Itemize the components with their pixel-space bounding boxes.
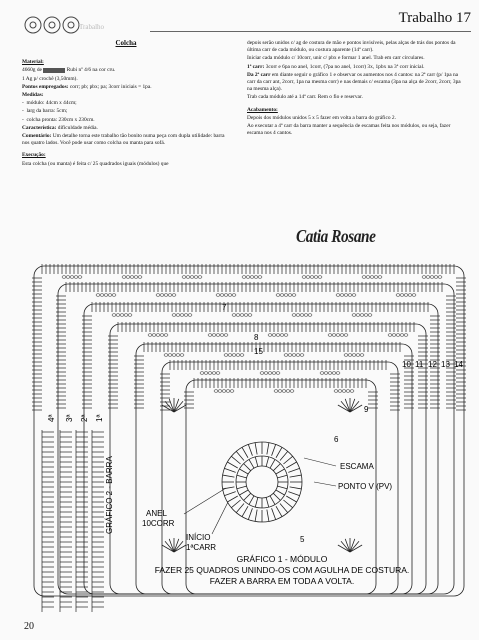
- material-line-2: 1 Ag p/ crochê (3,50mm).: [22, 75, 78, 82]
- module-round-outline: [34, 266, 464, 596]
- stitch-mark: [242, 447, 248, 457]
- chain-stitch: [186, 276, 190, 279]
- chain-stitch: [264, 372, 268, 375]
- stitch-mark: [283, 456, 292, 464]
- pontos-text: corr; pb; pbx; pa; 3corr iniciais = 1pa.: [69, 83, 152, 90]
- material-line-1: [22, 67, 230, 74]
- comentario-text: Um detalhe torna este trabalho tão bonito numa peça com dupla utilidade: barra nos quatro lados. Você pode usar como colcha ou manta para sofá.: [22, 133, 225, 147]
- chain-stitch: [226, 390, 230, 393]
- chain-stitch: [214, 390, 218, 393]
- chain-stitch: [204, 372, 208, 375]
- chain-stitch: [74, 276, 78, 279]
- chain-stitch: [366, 276, 370, 279]
- stitch-mark: [290, 475, 302, 477]
- chain-stitch: [284, 294, 288, 297]
- chain-stitch: [412, 294, 416, 297]
- stitch-mark: [249, 496, 254, 505]
- stitch-mark: [266, 457, 269, 467]
- stitch-mark: [290, 487, 302, 489]
- inner-row-label: 6: [334, 435, 339, 444]
- chain-stitch: [168, 354, 172, 357]
- chain-stitch: [228, 294, 232, 297]
- logo-text: Trabalho: [79, 23, 105, 31]
- chain-stitch: [336, 334, 340, 337]
- chain-stitch: [224, 294, 228, 297]
- execucao-text: Esta colcha (ou manta) é feita c/ 25 quadrados iguais (módulos) que: [22, 160, 169, 167]
- stitch-mark: [248, 444, 252, 455]
- stitch-mark: [227, 496, 237, 502]
- chain-stitch: [100, 294, 104, 297]
- chain-stitch: [164, 294, 168, 297]
- chain-stitch: [324, 372, 328, 375]
- chain-stitch: [364, 314, 368, 317]
- escama-stitch: [341, 541, 350, 552]
- stitch-mark: [244, 464, 251, 471]
- inner-row-label: 9: [364, 405, 369, 414]
- header-divider: [150, 31, 471, 32]
- chain-stitch: [392, 334, 396, 337]
- inicio-label: INÍCIO: [186, 533, 211, 542]
- medidas-item: - colcha pronta: 230cm x 230cm.: [22, 116, 95, 123]
- stitch-mark: [237, 475, 247, 478]
- carr-2-text: em diante seguir o gráfico 1 e observar os aumentos nos 4 cantos: na 2ª carr (p/ 1pa na carr da carr ant, 2corr, 1pa na mesma corr) e nas demais c/ escama (3pa na alça de 2corr, 2corr, 3pa na mesma alça).: [247, 71, 461, 93]
- chain-stitch: [182, 276, 186, 279]
- chain-stitch: [320, 372, 324, 375]
- chain-stitch: [356, 314, 360, 317]
- row-number-label: 13: [441, 360, 450, 369]
- caracteristica-text: dificuldade média.: [57, 124, 98, 131]
- chain-stitch: [274, 390, 278, 393]
- chain-stitch: [112, 294, 116, 297]
- stitch-mark: [231, 456, 240, 464]
- chain-stitch: [176, 314, 180, 317]
- stitch-mark: [223, 475, 235, 477]
- chain-stitch: [66, 276, 70, 279]
- material-qty: 4660g de: [22, 67, 42, 74]
- caracteristica-line: [22, 125, 230, 132]
- stitch-mark: [223, 487, 235, 489]
- chain-stitch: [198, 276, 202, 279]
- stitch-mark: [267, 443, 269, 455]
- chain-stitch: [426, 276, 430, 279]
- designer-signature: Catia Rosane: [296, 226, 376, 246]
- stitch-mark: [288, 492, 299, 496]
- chain-stitch: [152, 334, 156, 337]
- chain-stitch: [342, 390, 346, 393]
- paragraph-carr-14: Trab cada módulo até a 14ª carr. Rem o fio e reservar.: [247, 94, 363, 101]
- paragraph-carr-2: [247, 72, 462, 94]
- chain-stitch: [138, 276, 142, 279]
- chain-stitch: [352, 314, 356, 317]
- chain-stitch: [348, 354, 352, 357]
- chain-stitch: [268, 372, 272, 375]
- acabamento-p1: Depois dos módulos unidos 5 x 5 fazer em volta a barra do gráfico 2.: [247, 114, 396, 121]
- paragraph-uniao: depois serão unidos c/ ag de costura de mão e pontos invisíveis, pelas alças de trás dos pontos da última carr de cada módulo, ou costura aparente (14ª carr).: [247, 40, 456, 54]
- acabamento-p2: Ao executar a 4ª carr da barra manter a sequência de escamas feita nos módulos, ou seja, fazer escama nos 4 cantos.: [247, 123, 451, 137]
- bar-row-label: 1ª: [95, 414, 104, 422]
- chain-stitch: [246, 276, 250, 279]
- chain-stitch: [340, 334, 344, 337]
- stitch-mark: [273, 464, 280, 471]
- stitch-mark: [231, 500, 240, 508]
- stitch-mark: [270, 496, 275, 505]
- chain-stitch: [184, 314, 188, 317]
- chain-stitch: [180, 354, 184, 357]
- chain-stitch: [232, 314, 236, 317]
- stitch-mark: [273, 493, 280, 500]
- chain-stitch: [344, 354, 348, 357]
- chain-stitch: [254, 276, 258, 279]
- chain-stitch: [404, 334, 408, 337]
- stitch-mark: [280, 451, 288, 460]
- chain-stitch: [302, 276, 306, 279]
- stitch-mark: [277, 475, 287, 478]
- bar-row-label: 3ª: [65, 414, 74, 422]
- chain-stitch: [216, 372, 220, 375]
- chain-stitch: [168, 294, 172, 297]
- chain-stitch: [280, 334, 284, 337]
- chain-stitch: [130, 276, 134, 279]
- stitch-mark: [286, 496, 296, 502]
- inner-row-label: 5: [300, 535, 305, 544]
- stitch-mark: [255, 443, 257, 455]
- chain-stitch: [228, 354, 232, 357]
- chain-stitch: [400, 294, 404, 297]
- module-round-outline: [58, 284, 454, 594]
- chain-stitch: [352, 294, 356, 297]
- chain-stitch: [232, 354, 236, 357]
- chain-stitch: [318, 276, 322, 279]
- chain-stitch: [272, 334, 276, 337]
- chain-stitch: [224, 334, 228, 337]
- chain-stitch: [374, 276, 378, 279]
- chain-stitch: [200, 372, 204, 375]
- escama-stitch: [174, 401, 183, 412]
- chain-stitch: [276, 372, 280, 375]
- anel-label: ANEL: [146, 509, 167, 518]
- chain-stitch: [360, 314, 364, 317]
- chain-stitch: [242, 276, 246, 279]
- medidas-item-text: larg da barra: 5cm;: [26, 108, 68, 115]
- medidas-label: Medidas:: [22, 92, 44, 99]
- chain-stitch: [350, 390, 354, 393]
- chain-stitch: [232, 294, 236, 297]
- stitch-mark: [283, 500, 292, 508]
- stitch-mark: [267, 510, 269, 522]
- chain-stitch: [286, 390, 290, 393]
- chain-stitch: [276, 334, 280, 337]
- graph1-instruction-1: FAZER 25 QUADROS UNINDO-OS COM AGULHA DE COSTURA.: [154, 565, 410, 575]
- stitch-mark: [248, 508, 252, 519]
- chain-stitch: [222, 390, 226, 393]
- row-number-label: 14: [454, 360, 463, 369]
- chain-stitch: [172, 294, 176, 297]
- inner-row-label: 15: [254, 347, 263, 356]
- chain-stitch: [404, 294, 408, 297]
- page-number: 20: [24, 621, 34, 632]
- escama-label: ESCAMA: [340, 462, 374, 471]
- chain-stitch: [122, 276, 126, 279]
- stitch-mark: [255, 457, 258, 467]
- chain-stitch: [96, 294, 100, 297]
- graph2-label: GRÁFICO 2 - BARRA: [105, 456, 114, 534]
- chain-stitch: [108, 294, 112, 297]
- chain-stitch: [194, 276, 198, 279]
- stitch-mark: [280, 503, 288, 512]
- stitch-mark: [255, 510, 257, 522]
- stitch-mark: [255, 497, 258, 507]
- stitch-mark: [242, 506, 248, 516]
- chain-stitch: [280, 294, 284, 297]
- stitch-mark: [236, 451, 244, 460]
- row-number-label: 10: [402, 360, 411, 369]
- chain-stitch: [344, 334, 348, 337]
- caracteristica-label: Característica:: [22, 124, 57, 131]
- stitch-mark: [244, 493, 251, 500]
- chain-stitch: [78, 276, 82, 279]
- right-text-column: [247, 40, 462, 138]
- chain-stitch: [268, 334, 272, 337]
- comentario-label: Comentário:: [22, 133, 52, 140]
- stitch-mark: [249, 459, 254, 468]
- escama-stitch: [165, 541, 174, 552]
- chain-stitch: [296, 354, 300, 357]
- chain-stitch: [310, 276, 314, 279]
- chain-stitch: [188, 314, 192, 317]
- chain-stitch: [314, 276, 318, 279]
- chain-stitch: [126, 276, 130, 279]
- crochet-diagram: [14, 262, 466, 624]
- pontos-line: [22, 84, 230, 91]
- chain-stitch: [340, 294, 344, 297]
- carr-1-label: 1ª carr:: [247, 63, 265, 70]
- chain-stitch: [240, 314, 244, 317]
- stitch-mark: [272, 508, 276, 519]
- chain-stitch: [370, 276, 374, 279]
- medidas-item-text: colcha pronta: 230cm x 230cm.: [26, 116, 95, 123]
- stitch-mark: [227, 462, 237, 468]
- escama-stitch: [174, 541, 183, 552]
- carr-1-text: 3corr e 6pa no anel, 1corr, (7pa no anel, 1corr) 3x, 1pbx na 3ª corr inicial.: [265, 63, 425, 70]
- inicio-label-2: 1ªCARR: [186, 543, 217, 552]
- chain-stitch: [336, 372, 340, 375]
- chain-stitch: [134, 276, 138, 279]
- chain-stitch: [292, 354, 296, 357]
- chain-stitch: [272, 372, 276, 375]
- paragraph-inicio: Iniciar cada módulo c/ 10corr, unir c/ pbx e formar 1 anel. Trab em carr circulares.: [247, 55, 425, 62]
- stitch-mark: [272, 444, 276, 455]
- chain-stitch: [240, 354, 244, 357]
- chain-stitch: [300, 354, 304, 357]
- escama-stitch: [350, 541, 359, 552]
- chain-stitch: [306, 276, 310, 279]
- stitch-mark: [236, 503, 244, 512]
- inner-row-label: 8: [254, 333, 259, 342]
- chain-stitch: [128, 314, 132, 317]
- chain-stitch: [284, 334, 288, 337]
- chain-stitch: [290, 390, 294, 393]
- stitch-mark: [288, 468, 299, 472]
- row-number-label: 12: [428, 360, 437, 369]
- chain-stitch: [438, 276, 442, 279]
- chain-stitch: [70, 276, 74, 279]
- chain-stitch: [124, 314, 128, 317]
- chain-stitch: [396, 294, 400, 297]
- chain-stitch: [422, 276, 426, 279]
- chain-stitch: [190, 276, 194, 279]
- chain-stitch: [156, 334, 160, 337]
- medidas-item: - módulo: 44cm x 44cm;: [22, 100, 77, 107]
- chain-stitch: [332, 334, 336, 337]
- escama-stitch: [341, 401, 350, 412]
- left-text-column: [22, 40, 230, 169]
- stitch-mark: [239, 490, 248, 495]
- chain-stitch: [258, 276, 262, 279]
- pontos-label: Pontos empregados:: [22, 83, 69, 90]
- chain-stitch: [160, 334, 164, 337]
- chain-stitch: [172, 314, 176, 317]
- chain-stitch: [328, 372, 332, 375]
- bar-row-label: 2ª: [80, 414, 89, 422]
- chain-stitch: [434, 276, 438, 279]
- chain-stitch: [120, 314, 124, 317]
- chain-stitch: [348, 294, 352, 297]
- stitch-mark: [270, 459, 275, 468]
- anel-label-2: 10CORR: [142, 519, 175, 528]
- chain-stitch: [288, 294, 292, 297]
- chain-stitch: [220, 294, 224, 297]
- chain-stitch: [292, 294, 296, 297]
- chain-stitch: [212, 372, 216, 375]
- material-heading: Material:: [22, 59, 44, 66]
- chain-stitch: [180, 314, 184, 317]
- chain-stitch: [284, 354, 288, 357]
- stitch-mark: [276, 506, 282, 516]
- chain-stitch: [378, 276, 382, 279]
- chain-stitch: [218, 390, 222, 393]
- chain-stitch: [160, 294, 164, 297]
- chain-stitch: [336, 294, 340, 297]
- escama-stitch: [165, 401, 174, 412]
- medidas-item-text: módulo: 44cm x 44cm;: [26, 100, 77, 107]
- chain-stitch: [172, 354, 176, 357]
- graph1-caption: GRÁFICO 1 - MÓDULO: [236, 554, 328, 564]
- chain-stitch: [300, 314, 304, 317]
- flower-logo-icon: [22, 14, 105, 36]
- chain-stitch: [260, 372, 264, 375]
- chain-stitch: [282, 390, 286, 393]
- chain-stitch: [292, 314, 296, 317]
- chain-stitch: [296, 314, 300, 317]
- escama-stitch: [350, 401, 359, 412]
- chain-stitch: [244, 314, 248, 317]
- anel-ring: [246, 466, 278, 498]
- chain-stitch: [230, 390, 234, 393]
- chain-stitch: [304, 314, 308, 317]
- chain-stitch: [346, 390, 350, 393]
- row-number-label: 11: [415, 360, 424, 369]
- inner-row-label: 7: [222, 303, 227, 312]
- execucao-heading: Execução:: [22, 152, 46, 159]
- paragraph-carr-1: [247, 64, 462, 71]
- stitch-mark: [286, 462, 296, 468]
- chain-stitch: [308, 314, 312, 317]
- chain-stitch: [164, 354, 168, 357]
- yarn-brand-logo-icon: [43, 68, 65, 73]
- acabamento-heading: Acabamento:: [247, 106, 278, 113]
- bar-row-label: 4ª: [47, 414, 56, 422]
- chain-stitch: [430, 276, 434, 279]
- chain-stitch: [236, 314, 240, 317]
- chain-stitch: [352, 354, 356, 357]
- chain-stitch: [328, 334, 332, 337]
- stitch-mark: [276, 469, 285, 474]
- chain-stitch: [278, 390, 282, 393]
- chain-stitch: [338, 390, 342, 393]
- chain-stitch: [104, 294, 108, 297]
- chain-stitch: [356, 354, 360, 357]
- chain-stitch: [334, 390, 338, 393]
- chain-stitch: [400, 334, 404, 337]
- comentario-line: [22, 133, 230, 147]
- chain-stitch: [224, 354, 228, 357]
- chain-stitch: [362, 276, 366, 279]
- chain-stitch: [212, 334, 216, 337]
- chain-stitch: [248, 314, 252, 317]
- chain-stitch: [276, 294, 280, 297]
- chain-stitch: [208, 334, 212, 337]
- chain-stitch: [164, 334, 168, 337]
- chain-stitch: [156, 294, 160, 297]
- ponto-v-label: PONTO V (PV): [338, 482, 393, 491]
- chain-stitch: [176, 354, 180, 357]
- chain-stitch: [388, 334, 392, 337]
- chain-stitch: [288, 354, 292, 357]
- stitch-mark: [276, 447, 282, 457]
- material-yarn: Rubi nº 4/6 na cor cru.: [66, 67, 116, 74]
- stitch-mark: [237, 486, 247, 489]
- section-title: Trabalho 17: [398, 10, 471, 26]
- stitch-mark: [276, 490, 285, 495]
- stitch-mark: [224, 468, 235, 472]
- chain-stitch: [344, 294, 348, 297]
- carr-2-label: Da 2ª carr: [247, 71, 271, 78]
- chain-stitch: [208, 372, 212, 375]
- chain-stitch: [148, 334, 152, 337]
- chain-stitch: [396, 334, 400, 337]
- stitch-mark: [224, 492, 235, 496]
- chain-stitch: [360, 354, 364, 357]
- chain-stitch: [216, 334, 220, 337]
- stitch-mark: [239, 469, 248, 474]
- chain-stitch: [250, 276, 254, 279]
- medidas-item: - larg da barra: 5cm;: [22, 108, 68, 115]
- chain-stitch: [408, 294, 412, 297]
- chain-stitch: [62, 276, 66, 279]
- chain-stitch: [236, 354, 240, 357]
- chain-stitch: [368, 314, 372, 317]
- chain-stitch: [216, 294, 220, 297]
- article-title: Colcha: [115, 39, 137, 47]
- chain-stitch: [332, 372, 336, 375]
- stitch-mark: [277, 486, 287, 489]
- graph1-instruction-2: FAZER A BARRA EM TODA A VOLTA.: [209, 576, 355, 586]
- chain-stitch: [112, 314, 116, 317]
- stitch-mark: [266, 497, 269, 507]
- chain-stitch: [116, 314, 120, 317]
- chain-stitch: [220, 334, 224, 337]
